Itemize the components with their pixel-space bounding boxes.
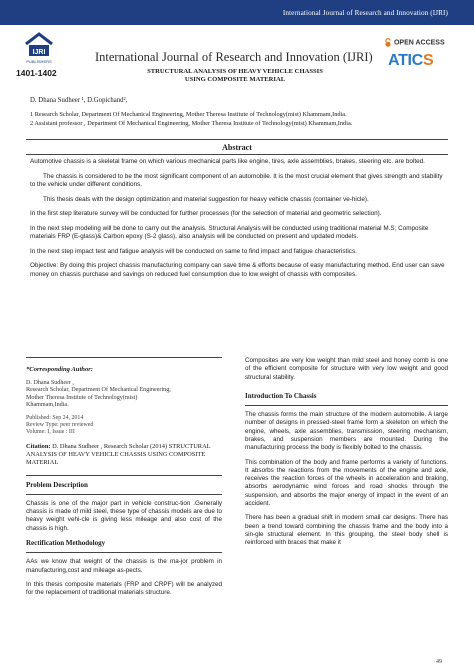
affiliations — [30, 111, 450, 128]
body-paragraph: The chassis forms the main structure of the modern automobile. A large number of designs in pressed-steel frame form a skeleton on which the engine, wheels, axle assemblies, transmission, steering mechanism, brakes, and suspension members are mounted. During the manufacturing process the body is flexibly bolted to the chassis. — [245, 411, 448, 452]
paper-title — [100, 68, 370, 84]
abstract-paragraph: In the first step literature survey will be conducted for further processes (for the selection of material and geometric selection). — [30, 210, 382, 218]
page-number: 49 — [436, 659, 442, 665]
corr-line: Khammam,India. — [26, 401, 69, 408]
chassis-intro-text — [245, 411, 448, 547]
atics-logo-text-b: S — [422, 52, 434, 69]
journal-title: International Journal of Research and Innovation (IJRI) — [95, 50, 373, 64]
open-lock-icon — [384, 38, 392, 47]
affiliation-1: 1 Research Scholar, Department Of Mechanical Engineering, Mother Theresa Institute of Technology(mist) Khammam,India. — [30, 111, 347, 118]
meta-line: Volume: I, Issue : III — [26, 429, 75, 436]
citation — [26, 443, 222, 467]
corr-line: D. Dhana Sudheer , — [26, 380, 74, 387]
corr-line: Mother Theresa Institute of Technology(mist) — [26, 394, 138, 401]
body-paragraph: Chassis is one of the major part in vehicle construc-tion .Generally chassis is made of mild steel, these type of chassis models are due to heavy weight vehi-cle is giving less mileage and also cost of the chassis is high. — [26, 499, 222, 532]
atics-logo-text-a: ATIC — [388, 52, 423, 69]
rectification-methodology-heading: Rectification Methodology — [26, 539, 106, 548]
abstract-paragraph: In the next step modeling will be done to carry out the analysis. Structural Analysis will be conducted using traditional material M.S; Composite materials FRP (E-glass)& Carbon epoxy (S-2 glass), also analysis will be conducted on present and updated models. — [30, 224, 429, 241]
citation-text: D. Dhana Sudheer , Research Scholar (2014) STRUCTURAL ANALYSIS OF HEAVY VEHICLE CHASSIS USING COMPOSITE MATERIAL — [26, 442, 211, 466]
open-access-badge — [384, 38, 445, 47]
meta-line: Review Type: peer reviewed — [26, 422, 94, 429]
abstract-heading: Abstract — [222, 143, 252, 152]
journal-header-name: International Journal of Research and Innovation (IJRI) — [282, 9, 448, 17]
meta-line: Published: Sep 24, 2014 — [26, 415, 84, 422]
corresponding-author-box — [26, 357, 222, 467]
abstract-paragraph: Automotive chassis is a skeletal frame on which various mechanical parts like engine, tires, axle assemblies, brakes, steering etc. are bolted. — [30, 158, 425, 165]
rectification-text — [26, 558, 222, 597]
abstract-paragraph: In the next step impact test and fatigue analysis will be conducted on same to find impact and fatigue characteristics. — [30, 247, 357, 255]
corresponding-author-details — [26, 380, 222, 409]
svg-text:PUBLISHERS: PUBLISHERS — [26, 59, 52, 64]
section-rule — [26, 494, 222, 495]
corresponding-author-heading: *Corresponding Author: — [26, 366, 93, 373]
paper-title-line-2: USING COMPOSITE MATERIAL — [184, 76, 286, 83]
atics-logo — [388, 52, 433, 70]
abstract-paragraph: The chassis is considered to be the most significant component of an automobile. It is the most crucial element that gives strength and stability to the vehicle under different conditions. — [30, 172, 443, 188]
citation-label: Citation: — [26, 442, 51, 450]
body-paragraph: Composites are very low weight than mild steel and honey comb is one of the efficient composite for structure with very low weight and good structural stability. — [245, 357, 448, 381]
open-access-label: OPEN ACCESS — [393, 39, 445, 47]
abstract-top-rule — [26, 139, 448, 140]
problem-description-heading: Problem Description — [26, 480, 88, 489]
issn-number: 1401-1402 — [16, 68, 57, 78]
body-paragraph: There has been a gradual shift in modern small car designs. There has been a trend toward combining the chassis frame and the body into a sin-gle structural element. In this grouping, the steel body shell is reinforced with braces that make it — [245, 514, 448, 547]
abstract-heading-rule — [26, 154, 448, 155]
publication-meta — [26, 415, 222, 437]
body-paragraph: This combination of the body and frame performs a variety of functions. It absorbs the reactions from the movements of the engine and axle, receives the reaction forces of the wheels in acceleration and braking, absorbs aerodynamic wind forces and road shocks through the suspension, and absorbs the major energy of impact in the event of an accident. — [245, 458, 448, 508]
svg-text:IJRI: IJRI — [32, 49, 46, 56]
journal-header-bar — [0, 0, 474, 25]
author-list: D. Dhana Sudheer ¹, D.Gopichand², — [30, 97, 128, 104]
section-rule — [26, 475, 222, 476]
introduction-to-chassis-heading: Introduction To Chassis — [245, 391, 317, 400]
body-paragraph: In this thesis composite materials (FRP and CRPF) will be analyzed for the replacement of traditional materials structure. — [26, 580, 222, 597]
problem-description-text — [26, 500, 222, 533]
abstract-paragraph: Objective: By doing this project chassis manufacturing company can save time & efforts because of easy manufacturing method. End user can save money on chassis purchase and savings on reduced fuel consumption due to low weight of chassis with composites. — [30, 262, 445, 278]
body-paragraph: AAs we know that weight of the chassis is the ma-jor problem in manufacturing,cost and mileage as-pects. — [26, 558, 222, 574]
corr-line: Research Scholar, Department Of Mechanical Engineering, — [26, 387, 171, 394]
ijri-logo-icon — [20, 30, 58, 66]
section-rule — [245, 405, 448, 406]
left-column — [26, 357, 222, 603]
affiliation-2: 2 Assistant professor , Department Of Mechanical Engineering, Mother Theresa Institute of Technology(mist) Khammam,India. — [30, 119, 353, 127]
section-rule — [26, 552, 222, 553]
abstract-paragraph: This thesis deals with the design optimization and material suggestion for heavy vehicle chassis (container ve-hicle). — [43, 195, 369, 203]
composites-intro-text — [245, 357, 448, 382]
abstract-body — [30, 158, 446, 285]
paper-title-line-1: STRUCTURAL ANALYSIS OF HEAVY VEHICLE CHASSIS — [147, 68, 323, 75]
right-column — [245, 357, 448, 554]
